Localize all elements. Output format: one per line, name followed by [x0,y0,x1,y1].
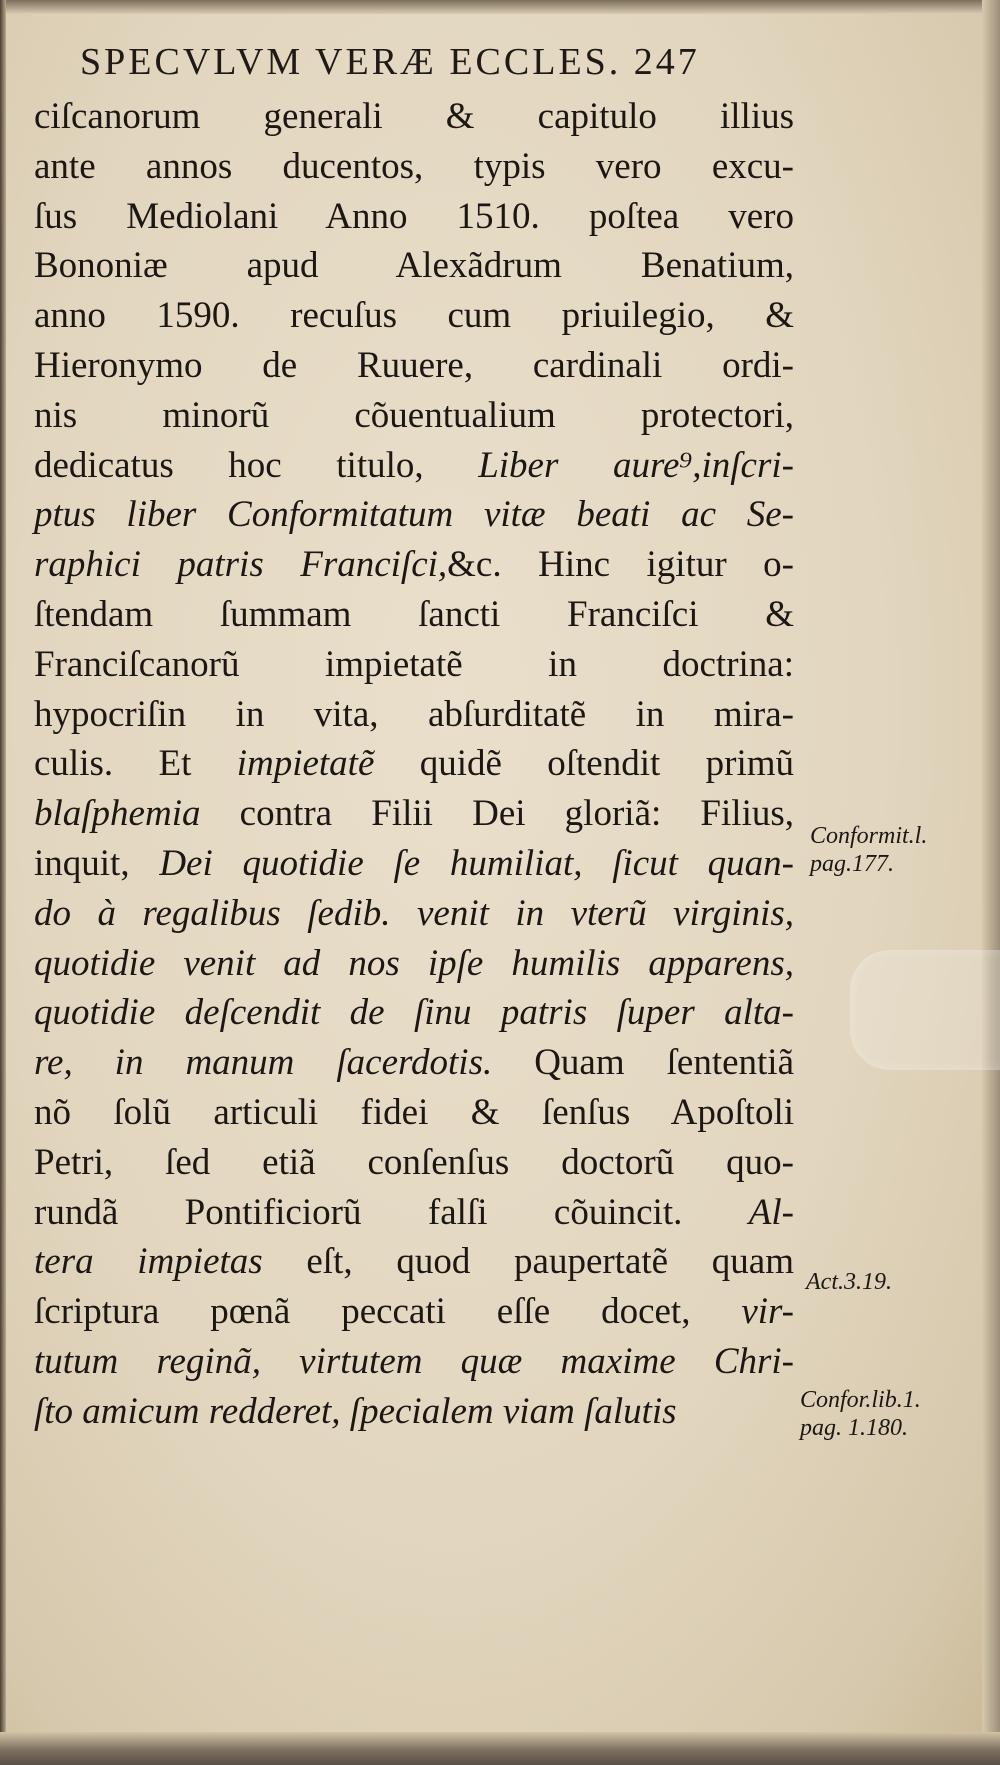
text-line: quotidie venit ad nos ipſe humilis apparens, [34,942,794,984]
text-line: rundã Pontificiorũ falſi cõuincit. Al- [34,1191,794,1233]
text-line: quotidie deſcendit de ſinu patris ſuper alta- [34,992,794,1034]
page-left-edge [0,0,6,1765]
text-line: hypocriſin in vita, abſurditatẽ in mira- [34,693,794,735]
page-right-edge [982,0,1000,1765]
text-line: ptus liber Conformitatum vitæ beati ac Se- [34,494,794,536]
text-line: nõ ſolũ articuli fidei & ſenſus Apoſtoli [34,1091,794,1133]
text-line: nis minorũ cõuentualium protectori, [34,394,794,436]
margin-note-conformit: Conformit.l. pag.177. [810,823,928,877]
page-number: 247 [633,41,700,83]
text-line: ante annos ducentos, typis vero excu- [34,145,794,187]
text-line: Bononiæ apud Alexãdrum Benatium, [34,245,794,287]
text-line: ciſcanorum generali & capitulo illius [34,96,794,137]
page-top-edge [0,0,1000,14]
text-line: raphici patris Franciſci,&c. Hinc igitur o- [34,544,794,586]
text-line: Hieronymo de Ruuere, cardinali ordi- [34,344,794,386]
running-header [80,40,780,90]
text-line: tera impietas eſt, quod paupertatẽ quam [34,1241,794,1283]
text-line: anno 1590. recuſus cum priuilegio, & [34,295,794,337]
text-line: Franciſcanorũ impietatẽ in doctrina: [34,643,794,685]
text-line: tutum reginã, virtutem quæ maxime Chri- [34,1340,794,1382]
text-line: ſcriptura pœnã peccati eſſe docet, vir- [34,1291,794,1333]
text-line: ſtendam ſummam ſancti Franciſci & [34,593,794,635]
text-line: ſto amicum redderet, ſpecialem viam ſalutis [34,1390,677,1432]
text-line: dedicatus hoc titulo, Liber aure⁹,inſcri- [34,444,794,486]
main-text-block [34,92,794,1437]
text-line: do à regalibus ſedib. venit in vterũ virginis, [34,892,794,934]
margin-note-acts: Act.3.19. [806,1269,892,1295]
margin-note-confor: Confor.lib.1. pag. 1.180. [800,1387,921,1441]
tape-reflection [850,950,1000,1070]
text-line: inquit, Dei quotidie ſe humiliat, ſicut quan- [34,842,795,884]
text-line: culis. Et impietatẽ quidẽ oſtendit primũ [34,743,795,785]
text-line: re, in manum ſacerdotis. Quam ſententiã [34,1042,795,1084]
text-line: Petri, ſed etiã conſenſus doctorũ quo- [34,1141,794,1183]
running-title: SPECVLVM VERÆ ECCLES. [80,41,622,83]
text-line: ſus Mediolani Anno 1510. poſtea vero [34,195,794,237]
page-bottom-edge [0,1732,1000,1765]
text-line: blaſphemia contra Filii Dei gloriã: Filius, [34,793,794,835]
